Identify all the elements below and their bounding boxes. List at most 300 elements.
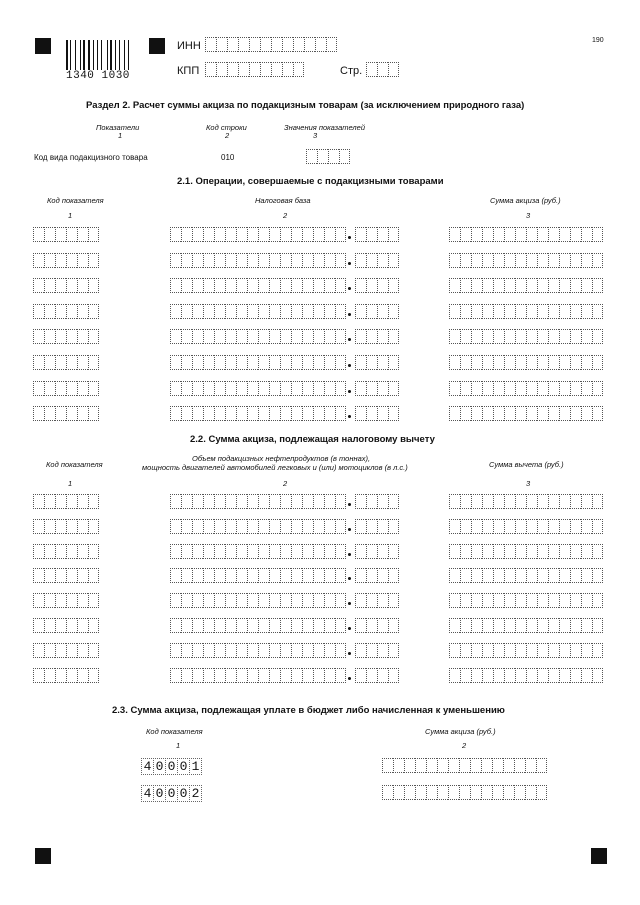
input-cell[interactable] [449, 643, 460, 658]
input-cell[interactable] [377, 381, 388, 396]
input-cell[interactable] [258, 304, 269, 319]
input-cell[interactable] [449, 494, 460, 509]
input-cell[interactable] [66, 253, 77, 268]
input-cell[interactable] [335, 329, 346, 344]
input-cell[interactable] [449, 618, 460, 633]
input-cell[interactable] [515, 568, 526, 583]
input-cell[interactable] [504, 253, 515, 268]
sub21-amount-field[interactable] [449, 253, 603, 268]
input-cell[interactable] [216, 62, 227, 77]
input-cell[interactable] [482, 355, 493, 370]
input-cell[interactable] [526, 593, 537, 608]
input-cell[interactable] [515, 544, 526, 559]
page-field[interactable] [366, 62, 399, 77]
input-cell[interactable] [355, 618, 366, 633]
input-cell[interactable] [313, 494, 324, 509]
input-cell[interactable] [66, 227, 77, 242]
input-cell[interactable] [227, 37, 238, 52]
input-cell[interactable] [44, 494, 55, 509]
input-cell[interactable] [335, 304, 346, 319]
input-cell[interactable] [302, 668, 313, 683]
input-cell[interactable] [203, 568, 214, 583]
input-cell[interactable] [88, 381, 99, 396]
input-cell[interactable] [33, 494, 44, 509]
input-cell[interactable] [481, 785, 492, 800]
input-cell[interactable] [214, 253, 225, 268]
input-cell[interactable] [225, 227, 236, 242]
input-cell[interactable] [33, 643, 44, 658]
input-cell[interactable] [515, 304, 526, 319]
input-cell[interactable] [515, 227, 526, 242]
input-cell[interactable] [247, 329, 258, 344]
input-cell[interactable] [548, 668, 559, 683]
input-cell[interactable] [335, 355, 346, 370]
input-cell[interactable] [388, 381, 399, 396]
input-cell[interactable] [335, 494, 346, 509]
sub22-base-field[interactable] [170, 519, 346, 534]
input-cell[interactable] [225, 494, 236, 509]
input-cell[interactable] [570, 253, 581, 268]
input-cell[interactable] [377, 278, 388, 293]
sub22-amount-field[interactable] [449, 544, 603, 559]
inn-field[interactable] [205, 37, 337, 52]
input-cell[interactable] [548, 568, 559, 583]
input-cell[interactable] [526, 304, 537, 319]
input-cell[interactable] [236, 618, 247, 633]
input-cell[interactable] [236, 355, 247, 370]
input-cell[interactable] [302, 568, 313, 583]
input-cell[interactable] [355, 253, 366, 268]
input-cell[interactable] [482, 406, 493, 421]
input-cell[interactable] [170, 618, 181, 633]
input-cell[interactable] [33, 568, 44, 583]
sub21-base-field[interactable] [170, 227, 346, 242]
input-cell[interactable] [537, 278, 548, 293]
input-cell[interactable] [258, 355, 269, 370]
input-cell[interactable] [482, 593, 493, 608]
input-cell[interactable] [366, 519, 377, 534]
sub21-fraction-field[interactable] [355, 304, 399, 319]
sub23-row2-amount[interactable] [382, 785, 547, 800]
input-cell[interactable] [55, 406, 66, 421]
input-cell[interactable] [66, 406, 77, 421]
input-cell[interactable] [471, 568, 482, 583]
input-cell[interactable] [55, 329, 66, 344]
input-cell[interactable] [355, 568, 366, 583]
input-cell[interactable] [493, 643, 504, 658]
input-cell[interactable] [592, 668, 603, 683]
input-cell[interactable] [302, 304, 313, 319]
input-cell[interactable] [225, 643, 236, 658]
input-cell[interactable] [269, 253, 280, 268]
input-cell[interactable] [313, 568, 324, 583]
sub22-amount-field[interactable] [449, 643, 603, 658]
input-cell[interactable] [548, 355, 559, 370]
input-cell[interactable] [559, 355, 570, 370]
sub21-amount-field[interactable] [449, 278, 603, 293]
sub22-code-field[interactable] [33, 643, 99, 658]
input-cell[interactable] [482, 494, 493, 509]
input-cell[interactable] [482, 227, 493, 242]
input-cell[interactable] [291, 381, 302, 396]
sub22-fraction-field[interactable] [355, 544, 399, 559]
input-cell[interactable] [258, 568, 269, 583]
input-cell[interactable] [77, 668, 88, 683]
input-cell[interactable] [291, 544, 302, 559]
input-cell[interactable] [260, 62, 271, 77]
input-cell[interactable] [471, 519, 482, 534]
input-cell[interactable] [269, 355, 280, 370]
input-cell[interactable] [247, 227, 258, 242]
input-cell[interactable] [471, 329, 482, 344]
input-cell[interactable] [181, 329, 192, 344]
input-cell[interactable] [324, 253, 335, 268]
input-cell[interactable] [504, 329, 515, 344]
input-cell[interactable] [515, 519, 526, 534]
input-cell[interactable] [548, 304, 559, 319]
input-cell[interactable] [388, 668, 399, 683]
input-cell[interactable] [449, 227, 460, 242]
input-cell[interactable] [258, 278, 269, 293]
input-cell[interactable] [548, 618, 559, 633]
input-cell[interactable] [592, 329, 603, 344]
input-cell[interactable] [181, 568, 192, 583]
input-cell[interactable] [493, 618, 504, 633]
input-cell[interactable] [258, 227, 269, 242]
input-cell[interactable] [66, 494, 77, 509]
input-cell[interactable] [313, 406, 324, 421]
input-cell[interactable] [537, 329, 548, 344]
input-cell[interactable] [258, 494, 269, 509]
input-cell[interactable] [269, 618, 280, 633]
sub21-amount-field[interactable] [449, 227, 603, 242]
input-cell[interactable] [203, 618, 214, 633]
input-cell[interactable] [515, 643, 526, 658]
input-cell[interactable] [504, 668, 515, 683]
input-cell[interactable] [214, 544, 225, 559]
input-cell[interactable] [514, 785, 525, 800]
input-cell[interactable] [66, 329, 77, 344]
kpp-field[interactable] [205, 62, 304, 77]
input-cell[interactable] [382, 758, 393, 773]
input-cell[interactable] [570, 618, 581, 633]
input-cell[interactable] [306, 149, 317, 164]
input-cell[interactable] [302, 329, 313, 344]
input-cell[interactable] [559, 253, 570, 268]
sub21-base-field[interactable] [170, 381, 346, 396]
input-cell[interactable] [236, 643, 247, 658]
input-cell[interactable] [269, 278, 280, 293]
input-cell[interactable] [536, 785, 547, 800]
input-cell[interactable] [581, 568, 592, 583]
product-code-field[interactable] [306, 149, 350, 164]
input-cell[interactable] [581, 668, 592, 683]
input-cell[interactable] [203, 519, 214, 534]
input-cell[interactable] [388, 227, 399, 242]
input-cell[interactable] [291, 329, 302, 344]
input-cell[interactable] [55, 668, 66, 683]
input-cell[interactable] [537, 227, 548, 242]
sub22-base-field[interactable] [170, 544, 346, 559]
sub22-code-field[interactable] [33, 544, 99, 559]
input-cell[interactable] [313, 329, 324, 344]
input-cell[interactable] [88, 568, 99, 583]
input-cell[interactable] [170, 494, 181, 509]
input-cell[interactable] [170, 227, 181, 242]
input-cell[interactable] [181, 406, 192, 421]
input-cell[interactable] [482, 544, 493, 559]
input-cell[interactable] [537, 668, 548, 683]
input-cell[interactable] [592, 568, 603, 583]
input-cell[interactable] [225, 618, 236, 633]
input-cell[interactable] [302, 618, 313, 633]
input-cell[interactable] [471, 355, 482, 370]
input-cell[interactable] [280, 668, 291, 683]
input-cell[interactable] [449, 406, 460, 421]
input-cell[interactable] [335, 643, 346, 658]
input-cell[interactable] [55, 618, 66, 633]
input-cell[interactable] [203, 329, 214, 344]
input-cell[interactable] [581, 304, 592, 319]
input-cell[interactable] [313, 519, 324, 534]
input-cell[interactable] [258, 643, 269, 658]
input-cell[interactable] [471, 643, 482, 658]
input-cell[interactable] [570, 643, 581, 658]
input-cell[interactable] [214, 568, 225, 583]
input-cell[interactable] [537, 355, 548, 370]
input-cell[interactable] [537, 253, 548, 268]
input-cell[interactable] [249, 62, 260, 77]
input-cell[interactable] [377, 227, 388, 242]
input-cell[interactable] [449, 329, 460, 344]
sub21-base-field[interactable] [170, 253, 346, 268]
input-cell[interactable] [537, 618, 548, 633]
input-cell[interactable] [460, 227, 471, 242]
input-cell[interactable] [291, 355, 302, 370]
input-cell[interactable] [537, 304, 548, 319]
input-cell[interactable] [570, 544, 581, 559]
input-cell[interactable] [482, 329, 493, 344]
input-cell[interactable] [470, 785, 481, 800]
input-cell[interactable] [581, 544, 592, 559]
input-cell[interactable] [33, 519, 44, 534]
input-cell[interactable] [493, 544, 504, 559]
input-cell[interactable] [581, 227, 592, 242]
sub21-amount-field[interactable] [449, 381, 603, 396]
input-cell[interactable] [548, 329, 559, 344]
input-cell[interactable] [570, 304, 581, 319]
input-cell[interactable] [335, 278, 346, 293]
input-cell[interactable] [324, 568, 335, 583]
input-cell[interactable] [247, 668, 258, 683]
input-cell[interactable] [280, 618, 291, 633]
sub22-fraction-field[interactable] [355, 519, 399, 534]
input-cell[interactable] [471, 668, 482, 683]
sub21-code-field[interactable] [33, 406, 99, 421]
input-cell[interactable] [269, 643, 280, 658]
input-cell[interactable] [247, 568, 258, 583]
input-cell[interactable] [192, 593, 203, 608]
input-cell[interactable] [302, 494, 313, 509]
input-cell[interactable] [247, 253, 258, 268]
input-cell[interactable] [559, 568, 570, 583]
input-cell[interactable] [33, 355, 44, 370]
input-cell[interactable] [592, 253, 603, 268]
sub23-row1-amount[interactable] [382, 758, 547, 773]
input-cell[interactable] [225, 381, 236, 396]
input-cell[interactable] [388, 304, 399, 319]
input-cell[interactable] [271, 62, 282, 77]
input-cell[interactable] [247, 381, 258, 396]
input-cell[interactable] [238, 62, 249, 77]
input-cell[interactable] [537, 643, 548, 658]
input-cell[interactable] [355, 329, 366, 344]
input-cell[interactable] [335, 381, 346, 396]
input-cell[interactable] [77, 304, 88, 319]
input-cell[interactable] [77, 618, 88, 633]
input-cell[interactable] [313, 278, 324, 293]
input-cell[interactable] [449, 355, 460, 370]
sub22-fraction-field[interactable] [355, 494, 399, 509]
input-cell[interactable] [460, 381, 471, 396]
input-cell[interactable] [269, 593, 280, 608]
input-cell[interactable] [355, 227, 366, 242]
input-cell[interactable] [44, 544, 55, 559]
input-cell[interactable] [377, 494, 388, 509]
input-cell[interactable] [44, 227, 55, 242]
input-cell[interactable] [77, 381, 88, 396]
input-cell[interactable] [559, 278, 570, 293]
input-cell[interactable] [66, 544, 77, 559]
sub21-amount-field[interactable] [449, 329, 603, 344]
input-cell[interactable] [492, 758, 503, 773]
input-cell[interactable] [592, 544, 603, 559]
input-cell[interactable] [324, 618, 335, 633]
input-cell[interactable] [302, 278, 313, 293]
input-cell[interactable] [449, 568, 460, 583]
input-cell[interactable] [192, 355, 203, 370]
input-cell[interactable] [482, 381, 493, 396]
input-cell[interactable] [377, 593, 388, 608]
input-cell[interactable] [181, 593, 192, 608]
input-cell[interactable] [247, 593, 258, 608]
input-cell[interactable] [33, 278, 44, 293]
input-cell[interactable] [313, 253, 324, 268]
input-cell[interactable] [302, 643, 313, 658]
input-cell[interactable] [291, 278, 302, 293]
sub21-code-field[interactable] [33, 381, 99, 396]
input-cell[interactable] [280, 593, 291, 608]
input-cell[interactable] [504, 406, 515, 421]
input-cell[interactable] [282, 62, 293, 77]
input-cell[interactable] [366, 406, 377, 421]
input-cell[interactable] [192, 568, 203, 583]
input-cell[interactable] [514, 758, 525, 773]
input-cell[interactable] [44, 278, 55, 293]
input-cell[interactable] [203, 643, 214, 658]
input-cell[interactable] [493, 253, 504, 268]
input-cell[interactable] [291, 519, 302, 534]
input-cell[interactable] [366, 568, 377, 583]
input-cell[interactable] [280, 329, 291, 344]
input-cell[interactable] [214, 381, 225, 396]
input-cell[interactable] [471, 618, 482, 633]
input-cell[interactable] [366, 355, 377, 370]
input-cell[interactable] [236, 329, 247, 344]
input-cell[interactable] [181, 253, 192, 268]
input-cell[interactable] [471, 544, 482, 559]
input-cell[interactable] [181, 494, 192, 509]
input-cell[interactable] [302, 544, 313, 559]
input-cell[interactable] [493, 381, 504, 396]
input-cell[interactable] [504, 227, 515, 242]
input-cell[interactable] [247, 494, 258, 509]
input-cell[interactable] [526, 406, 537, 421]
input-cell[interactable] [170, 568, 181, 583]
input-cell[interactable] [33, 618, 44, 633]
input-cell[interactable] [335, 253, 346, 268]
input-cell[interactable] [515, 381, 526, 396]
input-cell[interactable] [269, 668, 280, 683]
input-cell[interactable] [515, 618, 526, 633]
input-cell[interactable] [515, 593, 526, 608]
input-cell[interactable] [247, 355, 258, 370]
input-cell[interactable] [460, 593, 471, 608]
input-cell[interactable] [324, 643, 335, 658]
input-cell[interactable] [55, 643, 66, 658]
input-cell[interactable] [203, 668, 214, 683]
input-cell[interactable] [526, 227, 537, 242]
input-cell[interactable] [236, 304, 247, 319]
input-cell[interactable] [335, 544, 346, 559]
input-cell[interactable] [515, 494, 526, 509]
input-cell[interactable] [170, 406, 181, 421]
input-cell[interactable] [559, 618, 570, 633]
input-cell[interactable] [280, 278, 291, 293]
input-cell[interactable] [88, 494, 99, 509]
input-cell[interactable] [388, 329, 399, 344]
input-cell[interactable] [44, 253, 55, 268]
input-cell[interactable] [33, 381, 44, 396]
input-cell[interactable] [324, 544, 335, 559]
input-cell[interactable] [55, 278, 66, 293]
input-cell[interactable] [214, 304, 225, 319]
input-cell[interactable] [559, 227, 570, 242]
input-cell[interactable] [526, 253, 537, 268]
input-cell[interactable] [236, 544, 247, 559]
input-cell[interactable] [515, 406, 526, 421]
input-cell[interactable] [592, 406, 603, 421]
input-cell[interactable] [388, 519, 399, 534]
input-cell[interactable] [269, 227, 280, 242]
sub21-fraction-field[interactable] [355, 406, 399, 421]
input-cell[interactable] [504, 643, 515, 658]
input-cell[interactable] [55, 568, 66, 583]
input-cell[interactable] [581, 519, 592, 534]
input-cell[interactable] [44, 643, 55, 658]
input-cell[interactable] [225, 253, 236, 268]
input-cell[interactable] [55, 593, 66, 608]
input-cell[interactable] [388, 618, 399, 633]
input-cell[interactable] [482, 643, 493, 658]
input-cell[interactable] [493, 519, 504, 534]
input-cell[interactable] [324, 406, 335, 421]
input-cell[interactable] [526, 329, 537, 344]
input-cell[interactable] [515, 355, 526, 370]
input-cell[interactable] [324, 668, 335, 683]
input-cell[interactable] [88, 643, 99, 658]
input-cell[interactable] [537, 568, 548, 583]
